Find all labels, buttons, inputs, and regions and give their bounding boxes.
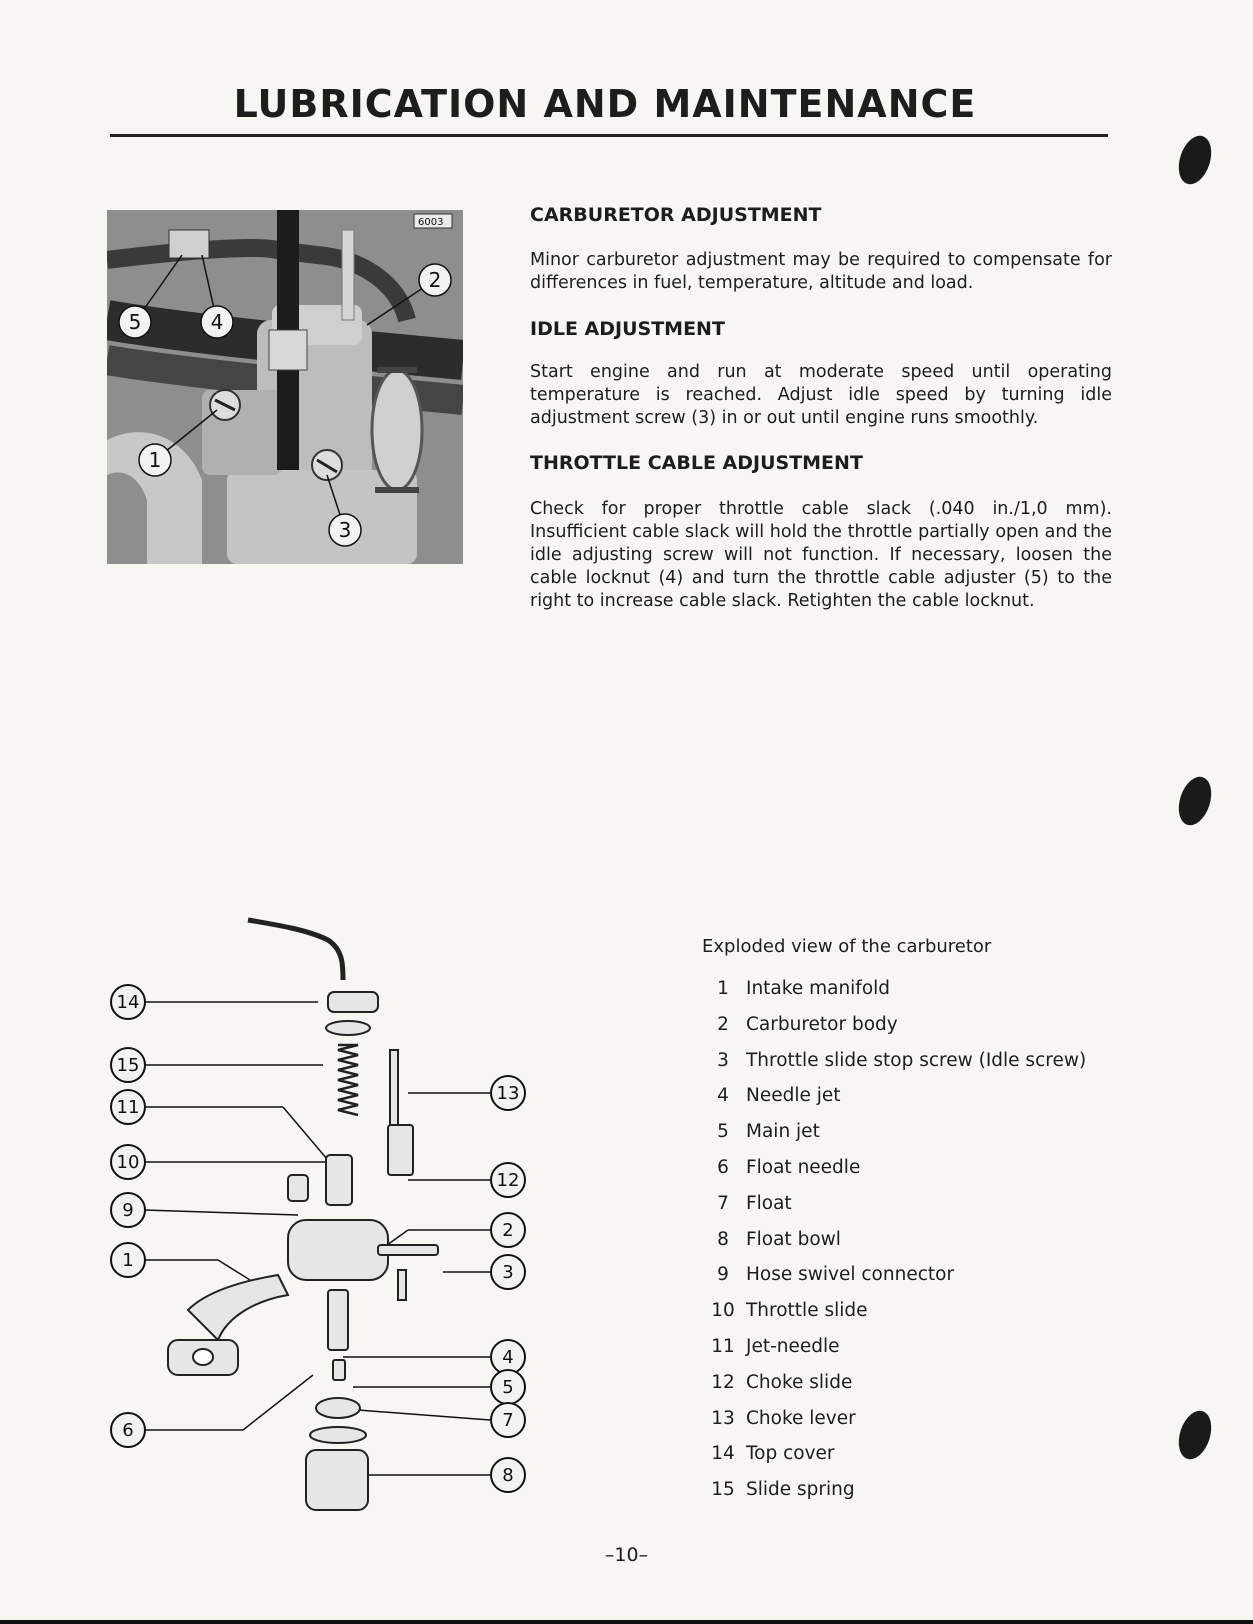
parts-list-item [702,1157,1086,1193]
photo-label: 6003 [418,217,444,228]
part-number: 8 [717,1228,729,1250]
bottom-edge [0,1620,1253,1624]
part-label: Intake manifold [746,978,891,999]
part-number: 10 [711,1300,735,1322]
heading-throttle-cable-adjustment: THROTTLE CABLE ADJUSTMENT [530,452,863,474]
part-number: 9 [717,1264,729,1286]
part-number: 7 [717,1192,729,1214]
diagram-callout-4: 4 [502,1347,514,1368]
photo-callout-4: 4 [210,310,224,334]
diagram-callout-7: 7 [502,1410,514,1431]
parts-list-item [702,1085,1086,1121]
part-number: 1 [717,978,729,999]
part-number: 2 [717,1013,729,1035]
parts-list-item [702,1264,1086,1300]
part-number: 14 [711,1443,735,1465]
part-number: 11 [711,1335,735,1357]
binder-hole-middle [1173,773,1217,830]
part-number: 13 [711,1407,735,1429]
text-throttle-cable-adjustment: Check for proper throttle cable slack (.040 in./1,0 mm). Insufficient cable slack will hold the throttle partially open and the idle adjusting screw will not function. If necessary, loosen the cable locknut (4) and turn the throttle cable adjuster (5) to the right to increase cable slack. Retighten the cable locknut. [530,499,1112,611]
parts-list-item [702,1479,1086,1515]
text-carburetor-adjustment: Minor carburetor adjustment may be required to compensate for differences in fuel, temperature, altitude and load. [530,250,1112,293]
diagram-callout-10: 10 [116,1152,140,1173]
title-rule [110,134,1108,137]
exploded-view-diagram [108,900,538,1520]
parts-list-item [702,978,1086,1014]
text-idle-adjustment: Start engine and run at moderate speed until operating temperature is reached. Adjust idle speed by turning idle adjustment screw (3) in or out until engine runs smoothly. [530,362,1112,428]
heading-idle-adjustment: IDLE ADJUSTMENT [530,318,725,340]
diagram-callout-2: 2 [502,1220,514,1241]
photo-callout-1: 1 [148,448,162,472]
diagram-callout-15: 15 [116,1055,140,1076]
diagram-callout-3: 3 [502,1262,514,1283]
part-number: 4 [717,1085,729,1107]
parts-list-item [702,1014,1086,1050]
part-number: 3 [717,1049,729,1071]
diagram-callout-8: 8 [502,1465,514,1486]
part-label: Float bowl [746,1228,841,1250]
part-label: Jet-needle [746,1335,840,1357]
diagram-caption: Exploded view of the carburetor [702,936,992,957]
parts-list-item [702,1121,1086,1157]
parts-list [702,978,1086,1515]
part-label: Float needle [746,1156,861,1178]
page-number: –10– [604,1544,649,1566]
diagram-callout-14: 14 [116,992,140,1013]
carburetor-photo [107,210,463,564]
diagram-callout-12: 12 [496,1170,520,1191]
parts-list-item [702,1050,1086,1086]
photo-callout-5: 5 [128,310,142,334]
diagram-callout-9: 9 [122,1200,134,1221]
binder-hole-bottom [1173,1407,1217,1464]
part-number: 12 [711,1371,735,1393]
part-label: Carburetor body [746,1013,898,1035]
part-number: 15 [711,1479,735,1501]
parts-list-item [702,1408,1086,1444]
parts-list-item [702,1193,1086,1229]
parts-list-item [702,1229,1086,1265]
part-number: 6 [717,1156,729,1178]
diagram-callout-5: 5 [502,1377,514,1398]
diagram-callout-13: 13 [496,1083,520,1104]
part-label: Hose swivel connector [746,1264,955,1286]
binder-hole-top [1173,132,1217,189]
parts-list-item [702,1336,1086,1372]
parts-list-item [702,1372,1086,1408]
part-label: Throttle slide stop screw (Idle screw) [746,1049,1087,1071]
diagram-callout-11: 11 [116,1097,140,1118]
part-label: Choke slide [746,1371,853,1393]
part-label: Main jet [746,1121,820,1143]
diagram-callout-1: 1 [122,1250,134,1271]
photo-callout-2: 2 [428,268,442,292]
part-number: 5 [717,1121,729,1143]
part-label: Top cover [746,1443,835,1465]
parts-list-item [702,1300,1086,1336]
part-label: Choke lever [746,1407,856,1429]
part-label: Needle jet [746,1085,841,1107]
photo-callout-3: 3 [338,518,352,542]
part-label: Float [746,1192,792,1214]
diagram-callout-6: 6 [122,1420,134,1441]
parts-list-item [702,1443,1086,1479]
part-label: Slide spring [746,1479,855,1501]
page-title: LUBRICATION AND MAINTENANCE [233,82,977,126]
part-label: Throttle slide [746,1300,868,1322]
heading-carburetor-adjustment: CARBURETOR ADJUSTMENT [530,204,822,226]
